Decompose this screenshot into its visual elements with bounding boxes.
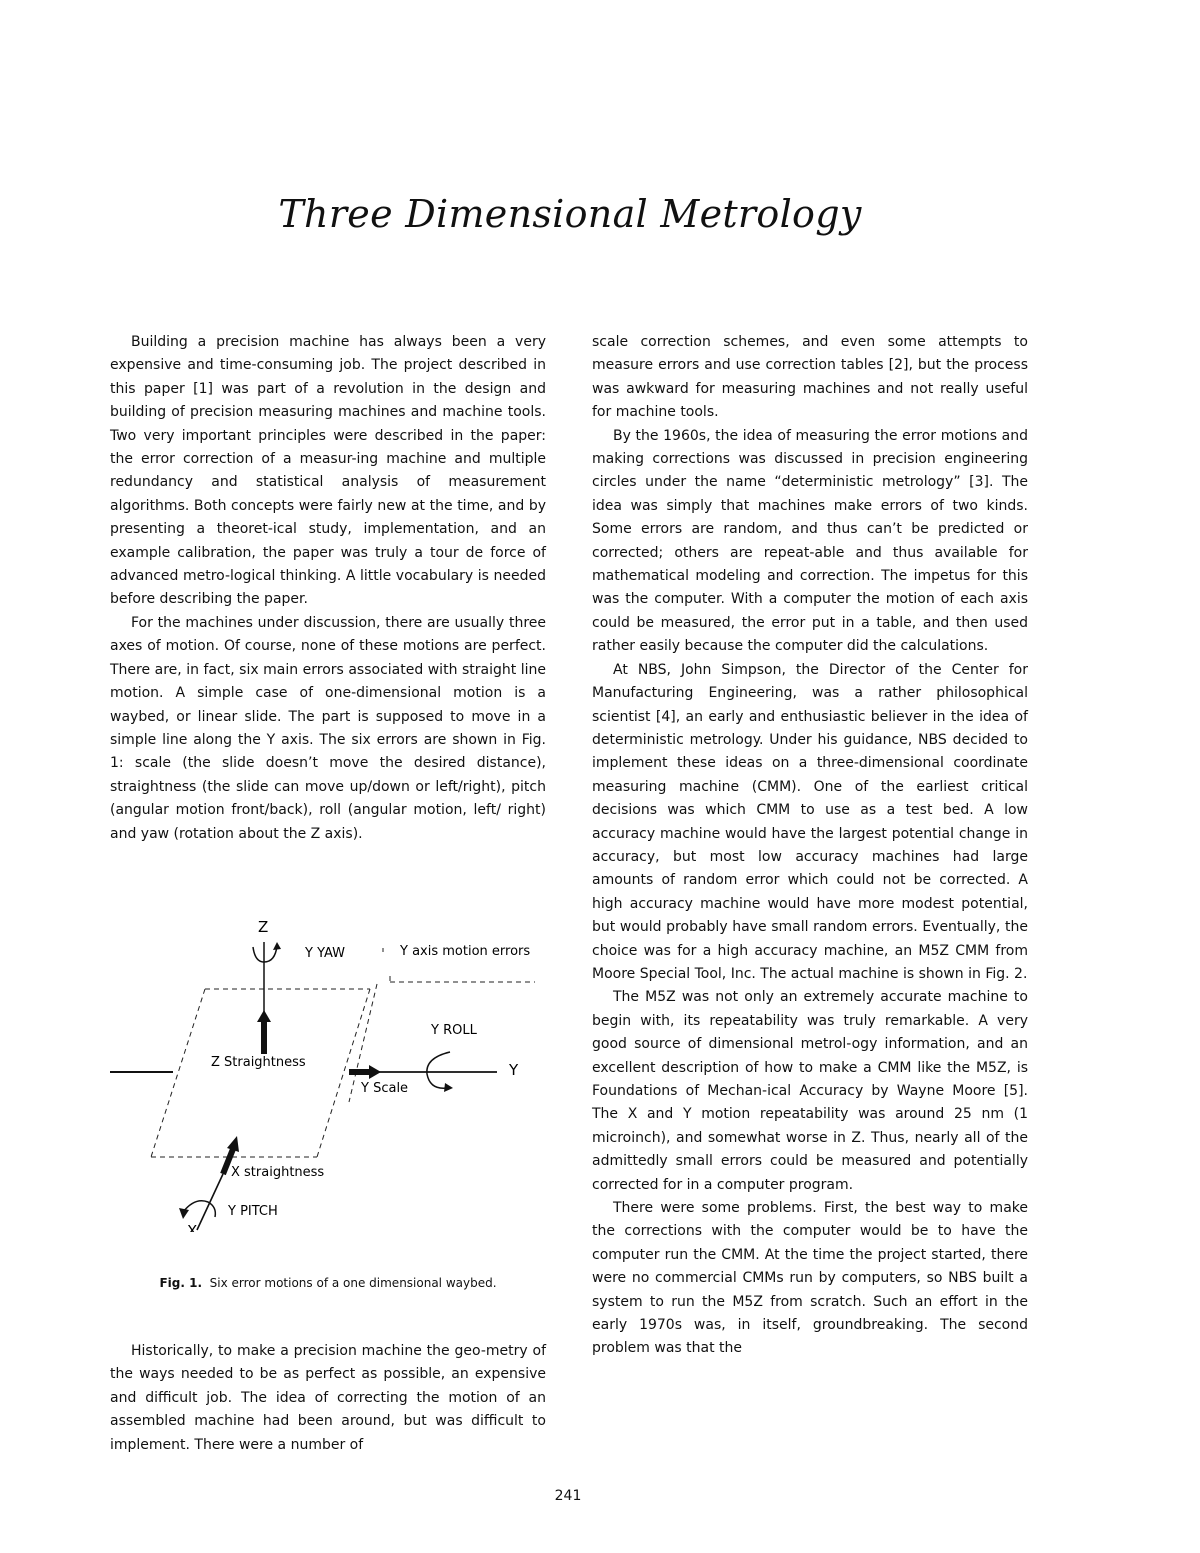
pitch-arc	[183, 1201, 215, 1217]
y-scale-arrowhead	[369, 1065, 381, 1079]
x-straightness-arrowhead	[227, 1136, 239, 1152]
right-column	[592, 331, 1028, 1361]
figure-1	[105, 912, 545, 1232]
y-roll-label: Y ROLL	[431, 1023, 477, 1038]
paragraph: For the machines under discussion, there are usually three axes of motion. Of course, none of these motions are perfect. There are, in fact, six main errors associated with straight line motion. A simple case of one-dimensional motion is a waybed, or linear slide. The part is supposed to move in a simple line along the Y axis. The six errors are shown in Fig. 1: scale (the slide doesn’t move the desired distance), straightness (the slide can move up/down or left/right), pitch (angular motion front/back), roll (angular motion, left/ right) and yaw (rotation about the Z axis).	[110, 614, 546, 842]
y-pitch-label: Y PITCH	[228, 1204, 278, 1219]
x-straightness-label: X straightness	[231, 1165, 325, 1180]
paragraph: By the 1960s, the idea of measuring the error motions and making corrections was discussed in precision engineering circles under the name “deterministic metrology” [3]. The idea was simply that machines make errors of two kinds. Some errors are random, and thus can’t be predicted or corrected; others are repeat-able and thus available for mathematical modeling and correction. The impetus for this was the computer. With a computer the motion of each axis could be measured, the error put in a table, and then used rather easily because the computer did the calculations.	[592, 427, 1028, 655]
paragraph: At NBS, John Simpson, the Director of the Center for Manufacturing Engineering, was a rather philosophical scientist [4], an early and enthusiastic believer in the idea of deterministic metrology. Under his guidance, NBS decided to implement these ideas on a three-dimensional coordinate measuring machine (CMM). One of the earliest critical decisions was which CMM to use as a test bed. A low accuracy machine would have the largest potential change in accuracy, but most low accuracy machines had large amounts of random error which could not be corrected. A high accuracy machine would have more modest potential, but would probably have small random errors. Eventually, the choice was for a high accuracy machine, an M5Z CMM from Moore Special Tool, Inc. The actual machine is shown in Fig. 2.	[592, 661, 1028, 982]
page-number: 241	[554, 1488, 582, 1504]
paper-title: Three Dimensional Metrology	[278, 192, 862, 236]
yaw-arc	[253, 946, 277, 962]
roll-arrowhead	[444, 1083, 453, 1092]
z-straightness-label: Z Straightness	[211, 1055, 306, 1070]
y-scale-label: Y Scale	[361, 1081, 409, 1096]
pitch-arrowhead	[179, 1208, 189, 1219]
paragraph: The M5Z was not only an extremely accurate machine to begin with, its repeatability was truly remarkable. A very good source of dimensional metrol-ogy information, and an excellent description of how to make a CMM like the M5Z, is Foundations of Mechan-ical Accuracy by Wayne Moore [5]. The X and Y motion repeatability was around 25 nm (1 microinch), and somewhat worse in Z. Thus, nearly all of the admittedly small errors could be measured and potentially corrected for in a computer program.	[592, 989, 1028, 1193]
x-axis-line	[197, 1174, 223, 1230]
z-straightness-arrowhead	[257, 1010, 271, 1022]
caption-label: Fig. 1.	[159, 1276, 203, 1290]
waybed-diagram	[105, 912, 545, 1232]
y-yaw-label: Y YAW	[305, 946, 346, 961]
figure-caption	[110, 1276, 546, 1290]
z-axis-label: Z	[258, 918, 269, 936]
x-axis-label: X	[187, 1222, 198, 1232]
paragraph: There were some problems. First, the best way to make the corrections with the computer would be to have the computer run the CMM. At the time the project started, there were no commercial CMMs run by computers, so NBS built a system to run the M5Z from scratch. Such an effort in the early 1970s was, in itself, groundbreaking. The second problem was that the	[592, 1200, 1028, 1357]
caption-text: Six error motions of a one dimensional waybed.	[209, 1276, 497, 1290]
y-axis-label: Y	[509, 1061, 519, 1079]
paragraph: Building a precision machine has always been a very expensive and time-consuming job. The project described in this paper [1] was part of a revolution in the design and building of precision measuring machines and machine tools. Two very important principles were described in the paper: the error correction of a measur-ing machine and multiple redundancy and statistical analysis of measurement algorithms. Both concepts were fairly new at the time, and by presenting a theoret-ical study, implementation, and an example calibration, the paper was truly a tour de force of advanced metro-logical thinking. A little vocabulary is needed before describing the paper.	[110, 334, 546, 608]
left-column-bottom	[110, 1340, 546, 1457]
yaw-arrowhead	[273, 942, 281, 950]
roll-arc	[427, 1052, 450, 1088]
paragraph: Historically, to make a precision machine the geo-metry of the ways needed to be as perfect as possible, an expensive and difficult job. The idea of correcting the motion of an assembled machine had been around, but was difficult to implement. There were a number of	[110, 1343, 546, 1453]
legend-label: Y axis motion errors	[400, 944, 531, 959]
paragraph: scale correction schemes, and even some attempts to measure errors and use correction tables [2], but the process was awkward for measuring machines and not really useful for machine tools.	[592, 334, 1028, 421]
left-column-top	[110, 331, 546, 846]
